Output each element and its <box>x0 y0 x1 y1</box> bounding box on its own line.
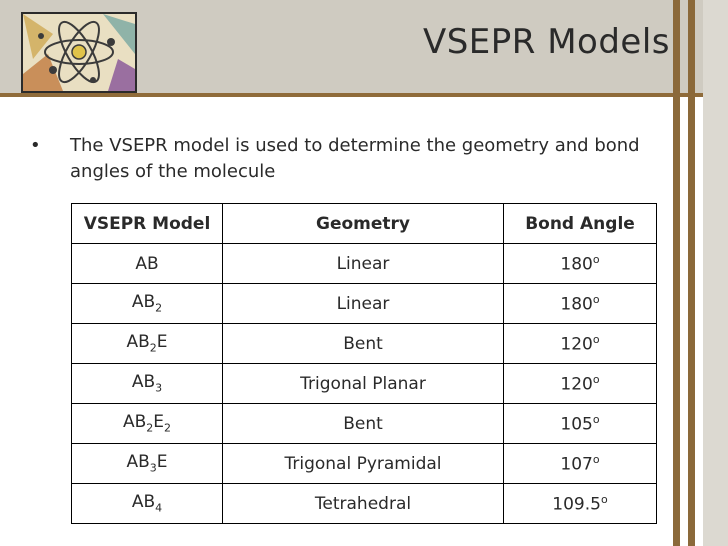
angle-cell: 120$^o$ <box>504 364 657 404</box>
table-row <box>72 244 657 284</box>
geometry-cell: Linear <box>223 284 504 324</box>
geometry-cell: Bent <box>223 404 504 444</box>
geometry-cell: Trigonal Planar <box>223 364 504 404</box>
slide-title: VSEPR Models <box>422 22 670 62</box>
column-header-geometry: Geometry <box>223 204 504 244</box>
geometry-cell: Tetrahedral <box>223 484 504 524</box>
geometry-cell: Linear <box>223 244 504 284</box>
angle-cell: 180$^o$ <box>504 244 657 284</box>
model-cell: $AB_2E_2$ <box>72 404 223 444</box>
angle-cell: 105$^o$ <box>504 404 657 444</box>
table-header-row <box>72 204 657 244</box>
angle-cell: 120$^o$ <box>504 324 657 364</box>
table-row <box>72 484 657 524</box>
table-row <box>72 444 657 484</box>
model-cell: AB <box>72 244 223 284</box>
decorative-bar <box>673 0 680 546</box>
geometry-cell: Trigonal Pyramidal <box>223 444 504 484</box>
model-cell: $AB_2E$ <box>72 324 223 364</box>
table-row <box>72 404 657 444</box>
bullet-text: The VSEPR model is used to determine the geometry and bond angles of the molecule <box>70 135 640 182</box>
angle-cell: 109.5$^o$ <box>504 484 657 524</box>
decorative-bar <box>703 0 728 546</box>
table-row <box>72 284 657 324</box>
model-cell: $AB_2$ <box>72 284 223 324</box>
model-cell: $AB_3$ <box>72 364 223 404</box>
vsepr-table <box>71 203 657 524</box>
bullet-dot-icon: • <box>30 135 41 156</box>
column-header-angle: Bond Angle <box>504 204 657 244</box>
model-cell: $AB_4$ <box>72 484 223 524</box>
column-header-model: VSEPR Model <box>72 204 223 244</box>
table-row <box>72 364 657 404</box>
angle-cell: 180$^o$ <box>504 284 657 324</box>
atom-collage-icon <box>21 12 137 93</box>
decorative-bar <box>688 0 695 546</box>
table-row <box>72 324 657 364</box>
angle-cell: 107$^o$ <box>504 444 657 484</box>
model-cell: $AB_3E$ <box>72 444 223 484</box>
bullet-item <box>30 133 660 185</box>
geometry-cell: Bent <box>223 324 504 364</box>
